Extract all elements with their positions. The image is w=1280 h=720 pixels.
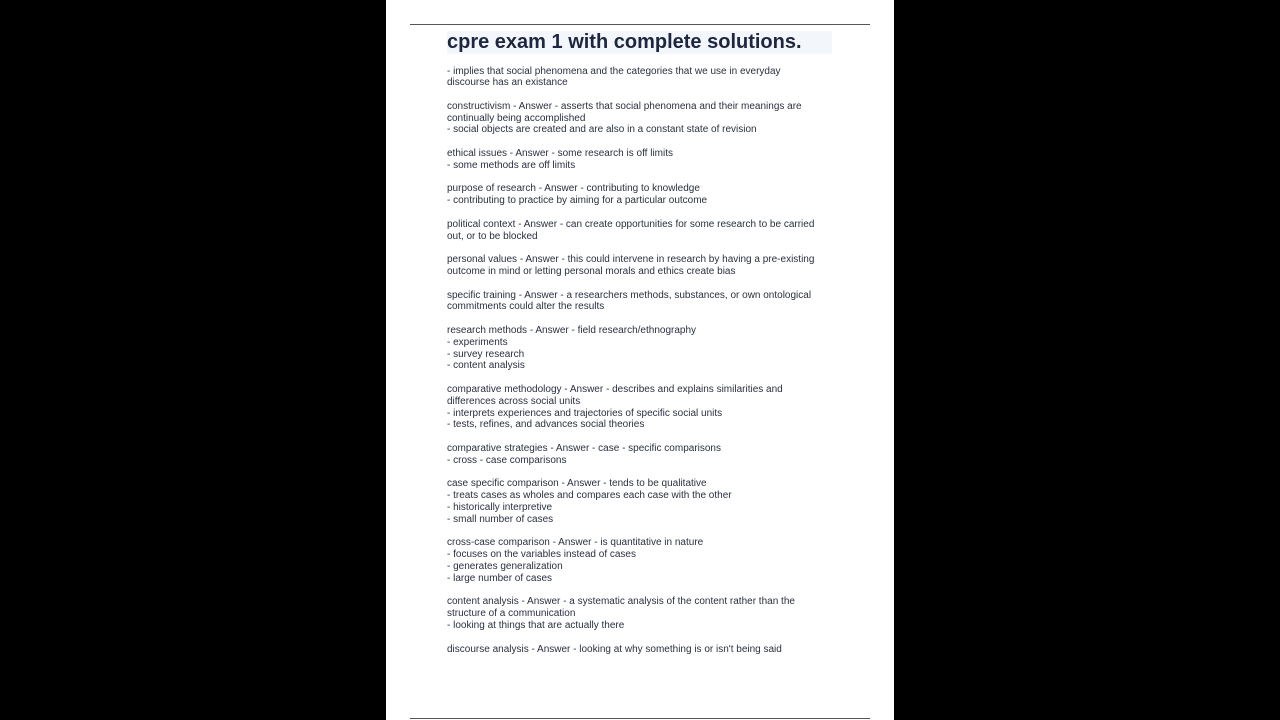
text-line: discourse analysis - Answer - looking at why something is or isn't being said bbox=[447, 643, 782, 655]
text-line: purpose of research - Answer - contributing to knowledge bbox=[447, 183, 700, 195]
text-line: - focuses on the variables instead of cases bbox=[447, 549, 636, 561]
text-line: - treats cases as wholes and compares each case with the other bbox=[447, 490, 732, 502]
text-line: differences across social units bbox=[447, 395, 581, 407]
text-line: content analysis - Answer - a systematic analysis of the content rather than the bbox=[447, 596, 795, 608]
qa-paragraph bbox=[447, 148, 837, 172]
text-line: - some methods are off limits bbox=[447, 159, 576, 171]
qa-paragraph bbox=[447, 325, 837, 372]
text-line: - cross - case comparisons bbox=[447, 454, 567, 466]
text-line: comparative methodology - Answer - describes and explains similarities and bbox=[447, 384, 783, 396]
qa-paragraph bbox=[447, 254, 837, 278]
text-line: out, or to be blocked bbox=[447, 230, 538, 242]
text-line: - small number of cases bbox=[447, 513, 554, 525]
text-line: commitments could alter the results bbox=[447, 301, 605, 313]
text-line: - experiments bbox=[447, 336, 508, 348]
text-line: - survey research bbox=[447, 348, 525, 360]
text-line: - social objects are created and are also in a constant state of revision bbox=[447, 124, 757, 136]
text-line: outcome in mind or letting personal morals and ethics create bias bbox=[447, 266, 736, 278]
text-line: - tests, refines, and advances social theories bbox=[447, 419, 645, 431]
bottom-divider bbox=[410, 718, 870, 719]
document-title: cpre exam 1 with complete solutions. bbox=[447, 31, 832, 54]
qa-paragraph bbox=[447, 384, 837, 431]
text-line: continually being accomplished bbox=[447, 112, 586, 124]
qa-paragraph bbox=[447, 478, 837, 525]
text-line: - large number of cases bbox=[447, 572, 553, 584]
text-line: personal values - Answer - this could intervene in research by having a pre-existing bbox=[447, 254, 815, 266]
text-line: - historically interpretive bbox=[447, 501, 553, 513]
qa-paragraph bbox=[447, 290, 837, 314]
text-line: - looking at things that are actually there bbox=[447, 619, 625, 631]
text-line: - interprets experiences and trajectories of specific social units bbox=[447, 407, 723, 419]
text-line: ethical issues - Answer - some research is off limits bbox=[447, 148, 674, 160]
document-page bbox=[386, 0, 894, 720]
qa-paragraph bbox=[447, 219, 837, 243]
qa-paragraph bbox=[447, 101, 837, 136]
text-line: discourse has an existance bbox=[447, 77, 568, 89]
qa-paragraph bbox=[447, 443, 837, 467]
text-line: - generates generalization bbox=[447, 560, 563, 572]
qa-paragraph bbox=[447, 66, 837, 90]
text-line: specific training - Answer - a researchers methods, substances, or own ontological bbox=[447, 289, 812, 301]
top-divider bbox=[410, 24, 870, 25]
text-line: case specific comparison - Answer - tends to be qualitative bbox=[447, 478, 707, 490]
qa-paragraph bbox=[447, 183, 837, 207]
text-line: - content analysis bbox=[447, 360, 525, 372]
document-body bbox=[447, 66, 837, 668]
qa-paragraph bbox=[447, 537, 837, 584]
text-line: - contributing to practice by aiming for a particular outcome bbox=[447, 195, 708, 207]
text-line: political context - Answer - can create opportunities for some research to be carried bbox=[447, 218, 815, 230]
text-line: constructivism - Answer - asserts that social phenomena and their meanings are bbox=[447, 100, 802, 112]
text-line: structure of a communication bbox=[447, 608, 576, 620]
text-line: cross-case comparison - Answer - is quantitative in nature bbox=[447, 537, 704, 549]
text-line: research methods - Answer - field research/ethnography bbox=[447, 325, 697, 337]
qa-paragraph bbox=[447, 644, 837, 656]
qa-paragraph bbox=[447, 596, 837, 631]
text-line: comparative strategies - Answer - case - specific comparisons bbox=[447, 443, 721, 454]
text-line: - implies that social phenomena and the categories that we use in everyday bbox=[447, 65, 781, 77]
